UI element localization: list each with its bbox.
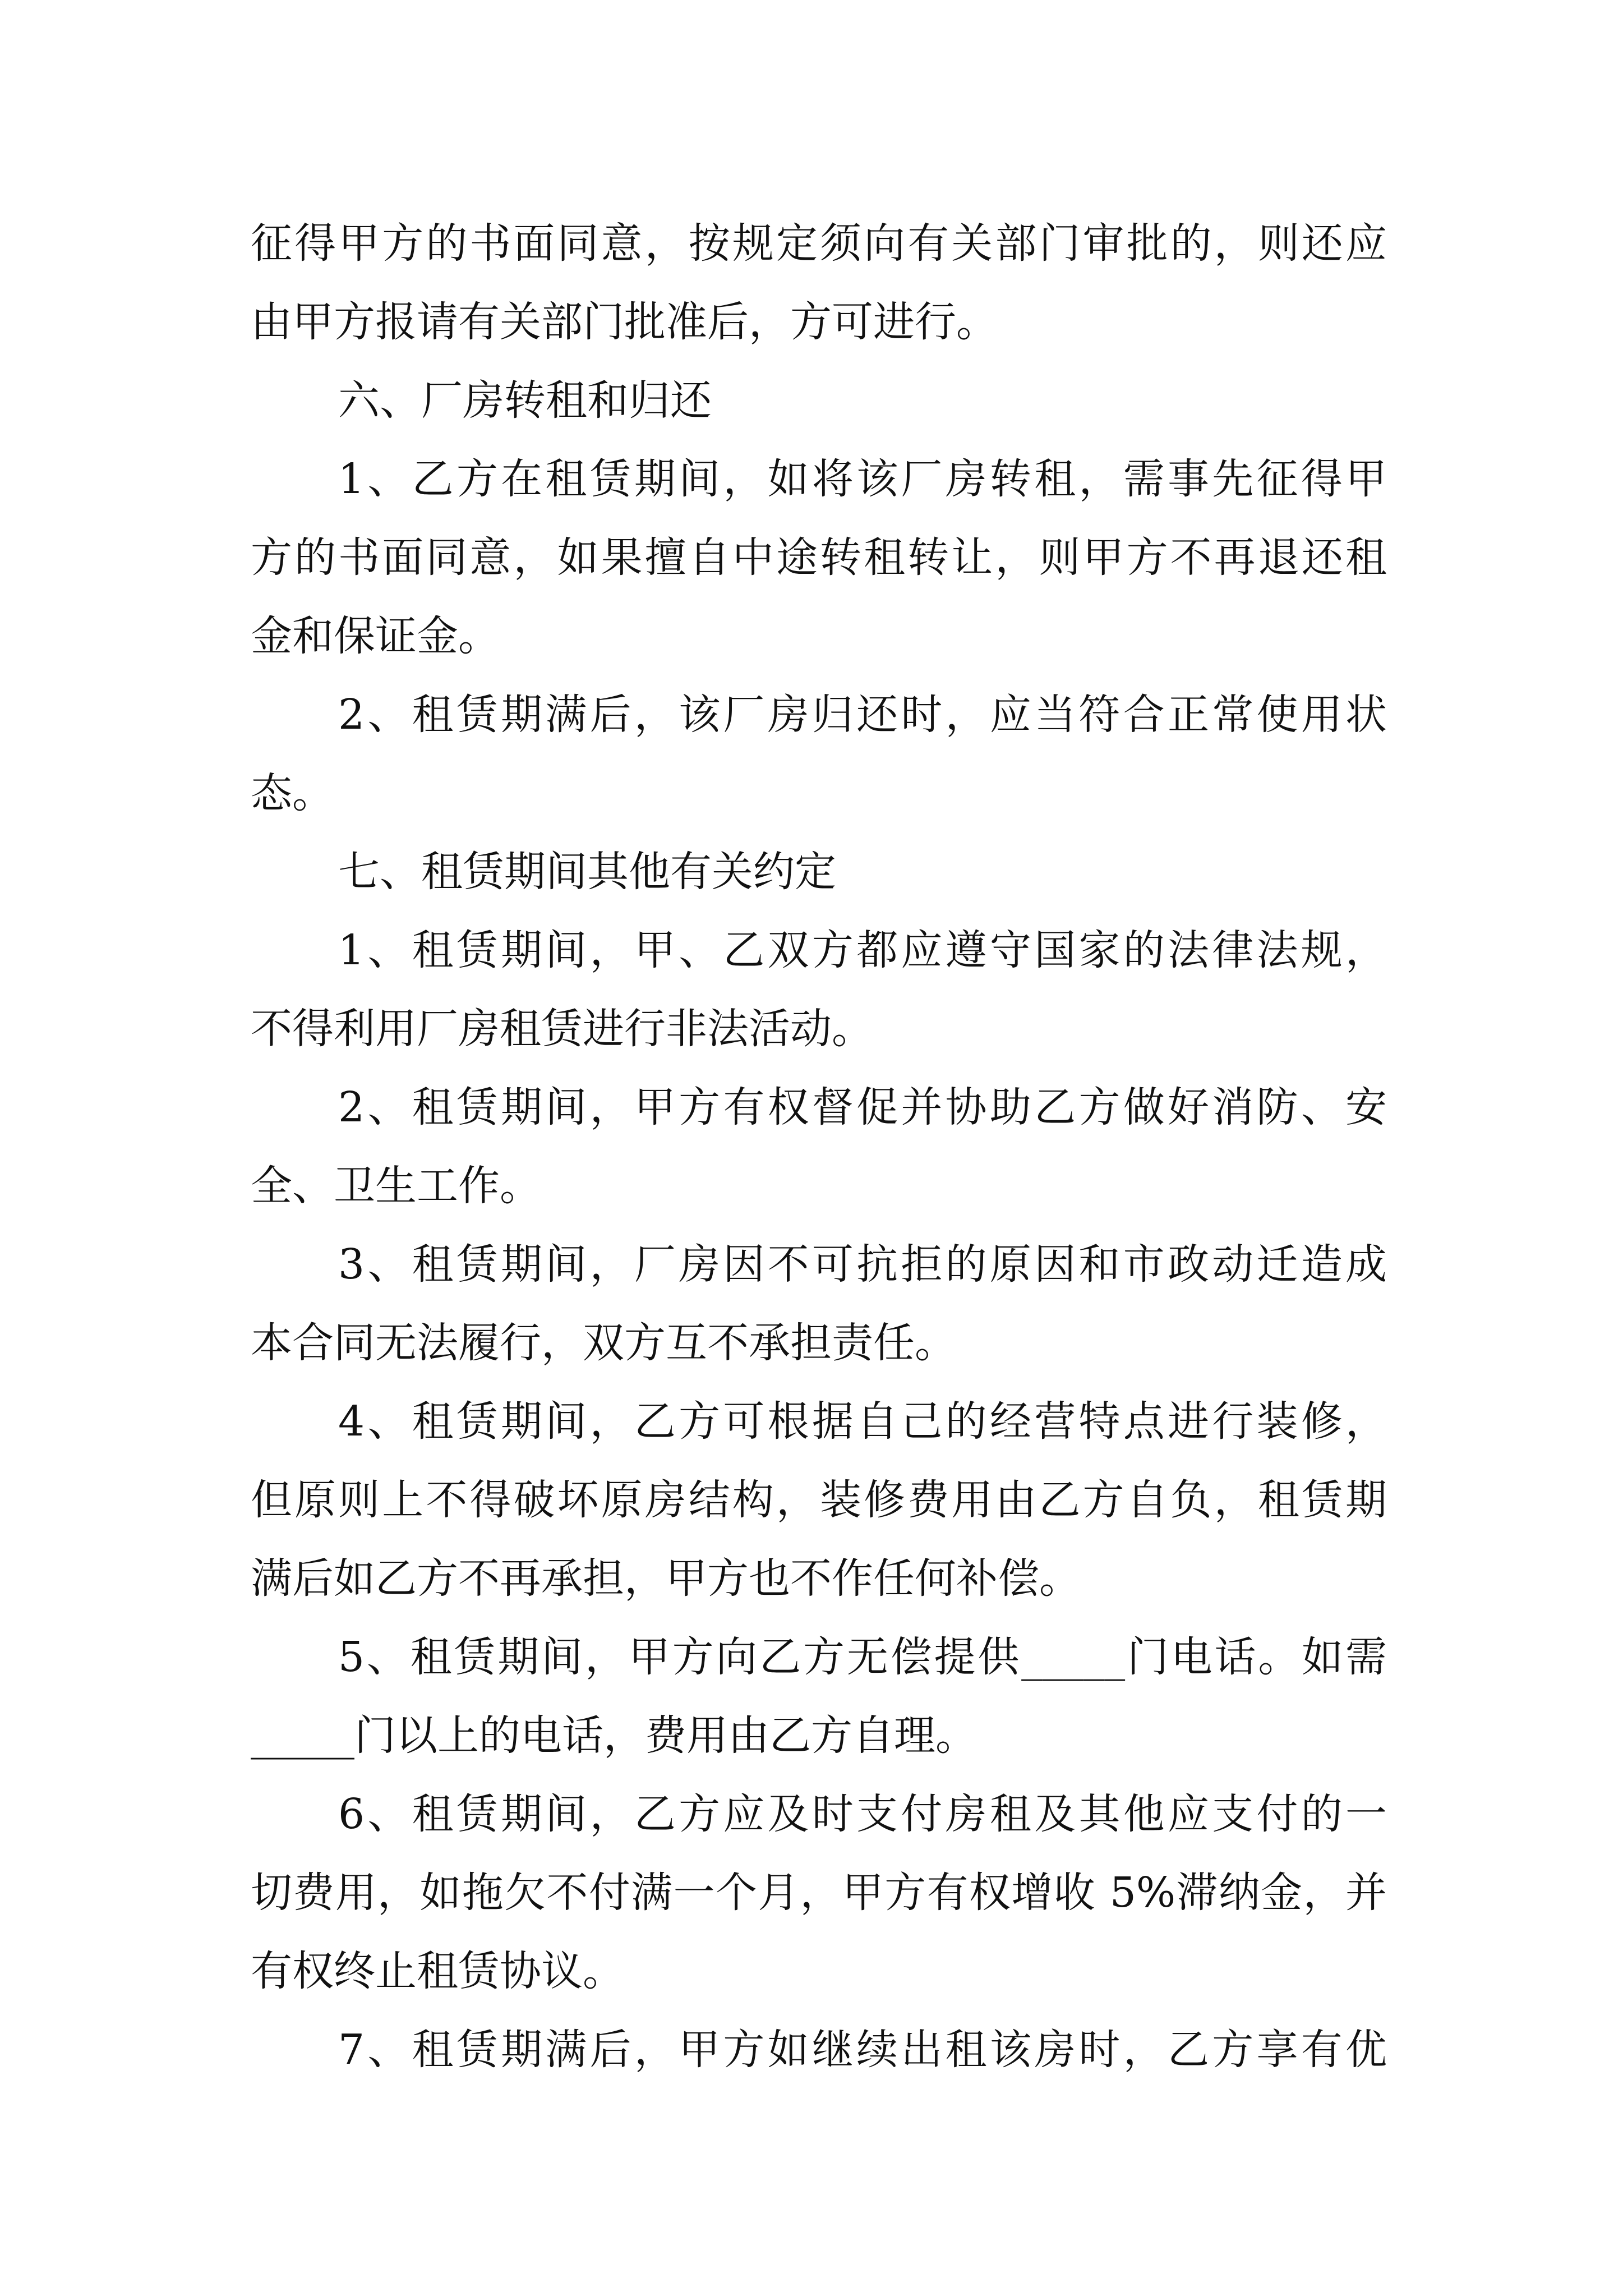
text-line: 但原则上不得破坏原房结构，装修费用由乙方自负，租赁期 (251, 1476, 1387, 1524)
text-line: 2、租赁期满后，该厂房归还时，应当符合正常使用状 (338, 691, 1387, 739)
text-line: 满后如乙方不再承担，甲方也不作任何补偿。 (251, 1554, 1081, 1603)
clause-7-6 (251, 1775, 1387, 2010)
text-line: 本合同无法履行，双方互不承担责任。 (251, 1319, 956, 1367)
text-line: 态。 (251, 769, 334, 817)
clause-7-1 (251, 911, 1387, 1068)
section-heading-7 (251, 832, 1387, 911)
text-line: 6、租赁期间，乙方应及时支付房租及其他应支付的一 (338, 1790, 1387, 1838)
text-line: 征得甲方的书面同意，按规定须向有关部门审批的，则还应 (251, 219, 1387, 268)
clause-7-2 (251, 1068, 1387, 1225)
text-line: 有权终止租赁协议。 (251, 1947, 624, 1995)
clause-7-5 (251, 1618, 1387, 1775)
text-line: _____门以上的电话，费用由乙方自理。 (251, 1711, 977, 1760)
text-line: 1、租赁期间，甲、乙双方都应遵守国家的法律法规， (338, 926, 1387, 974)
section-heading-6 (251, 361, 1387, 440)
text-line: 金和保证金。 (251, 612, 500, 660)
clause-6-1 (251, 440, 1387, 675)
text-line: 3、租赁期间，厂房因不可抗拒的原因和市政动迁造成 (338, 1240, 1387, 1289)
text-line: 2、租赁期间，甲方有权督促并协助乙方做好消防、安 (338, 1083, 1387, 1131)
text-line: 7、租赁期满后，甲方如继续出租该房时，乙方享有优 (338, 2026, 1387, 2074)
text-line: 4、租赁期间，乙方可根据自己的经营特点进行装修， (338, 1397, 1387, 1446)
paragraph-continuation (251, 204, 1387, 361)
clause-7-7 (251, 2010, 1387, 2089)
text-line: 1、乙方在租赁期间，如将该厂房转租，需事先征得甲 (338, 455, 1387, 503)
text-line: 切费用，如拖欠不付满一个月，甲方有权增收 5%滞纳金，并 (251, 1869, 1387, 1917)
section-heading: 六、厂房转租和归还 (338, 376, 712, 425)
text-line: 方的书面同意，如果擅自中途转租转让，则甲方不再退还租 (251, 533, 1387, 582)
document-body (251, 204, 1387, 2089)
section-heading: 七、租赁期间其他有关约定 (338, 848, 836, 896)
text-line: 全、卫生工作。 (251, 1162, 541, 1210)
text-line: 5、租赁期间，甲方向乙方无偿提供_____门电话。如需 (338, 1633, 1387, 1681)
text-line: 由甲方报请有关部门批准后，方可进行。 (251, 298, 998, 346)
text-line: 不得利用厂房租赁进行非法活动。 (251, 1005, 873, 1053)
clause-6-2 (251, 675, 1387, 832)
clause-7-4 (251, 1382, 1387, 1618)
clause-7-3 (251, 1225, 1387, 1382)
